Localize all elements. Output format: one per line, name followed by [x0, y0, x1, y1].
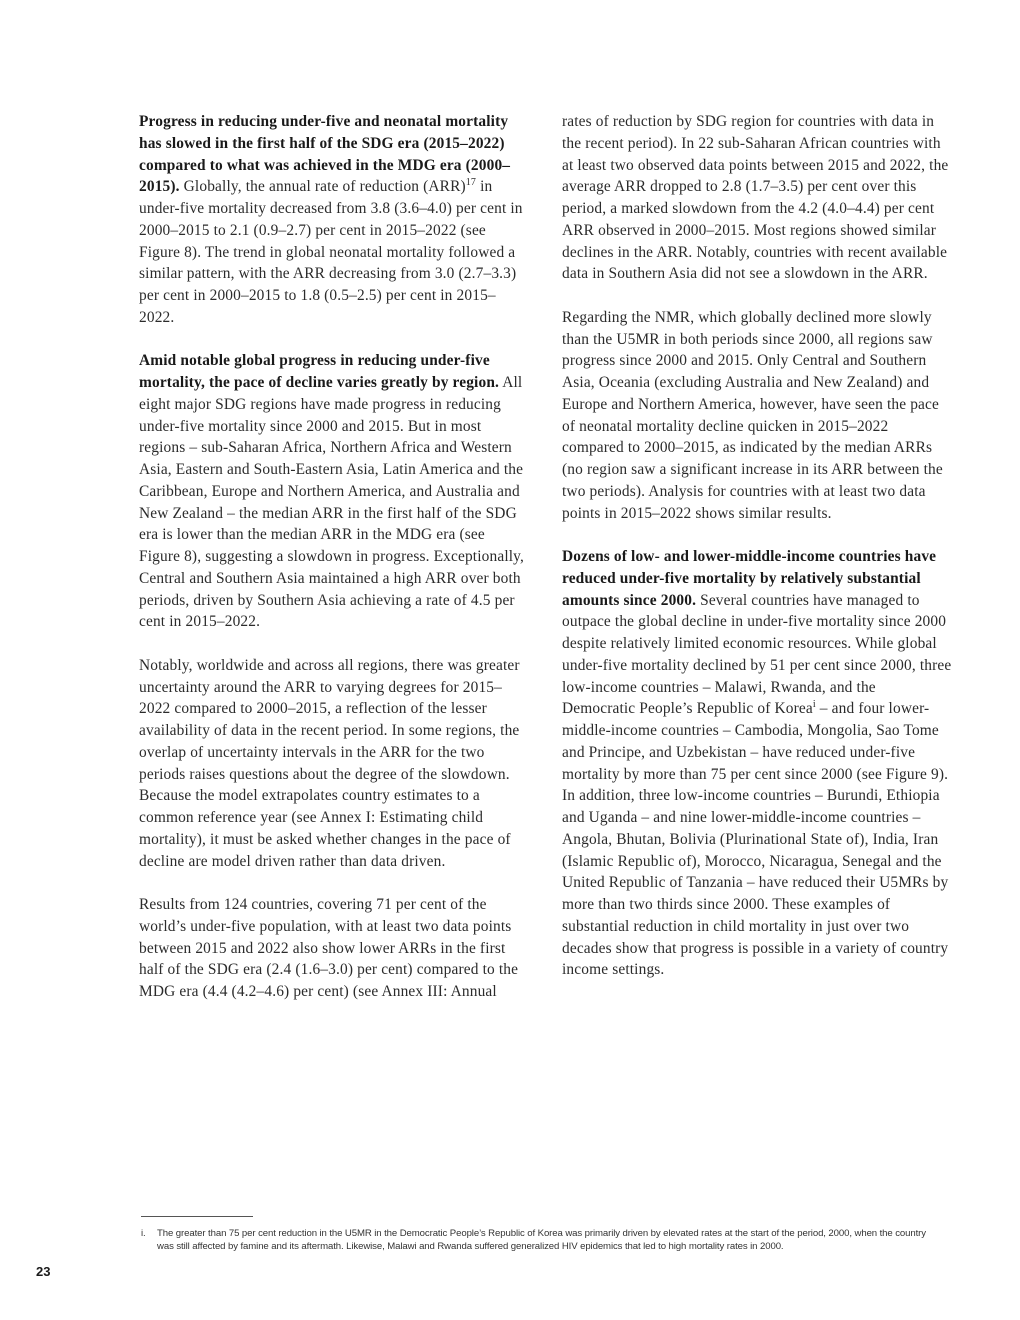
footnote-superscript: i	[812, 699, 816, 711]
lead-in-heading: Amid notable global progress in reducing under-five mortality, the pace of decline varies greatly by region.	[139, 352, 500, 391]
page-number: 23	[36, 1264, 51, 1279]
left-column	[139, 111, 529, 1025]
paragraph-text: Globally, the annual rate of reduction (ARR)	[179, 178, 466, 196]
paragraph-text: Several countries have managed to outpace the global decline in under-five mortality since 2000 despite relatively limited economic resources. While global under-five mortality declined by 51 per cent since 2000, three low-income countries – Malawi, Rwanda, and the Democratic People’s Republic of Korea	[562, 591, 952, 718]
footnote-text: The greater than 75 per cent reduction in the U5MR in the Democratic People’s Republic of Korea was primarily driven by elevated rates at the start of the period, 2000, when the country was still affected by famine and its aftermath. Likewise, Malawi and Rwanda suffered generalized HIV epidemics that led to high mortality rates in 2000.	[157, 1228, 926, 1252]
footnote	[141, 1228, 941, 1253]
paragraph-nmr	[562, 307, 952, 525]
paragraph-low-income-countries	[562, 546, 952, 981]
paragraph-country-results-continued	[562, 111, 952, 285]
paragraph-arr-slowdown	[139, 111, 529, 329]
paragraph-regional-decline	[139, 350, 529, 633]
paragraph-text: in under-five mortality decreased from 3.8 (3.6–4.0) per cent in 2000–2015 to 2.1 (0.9–2.7) per cent in 2015–2022 (see Figure 8). The trend in global neonatal mortality followed a similar pattern, with the ARR decreasing from 3.0 (2.7–3.3) per cent in 2000–2015 to 1.8 (0.5–2.5) per cent in 2015–2022.	[139, 178, 523, 326]
footnote-divider	[141, 1216, 253, 1217]
paragraph-text: – and four lower-middle-income countries – Cambodia, Mongolia, Sao Tome and Principe, and Uzbekistan – have reduced under-five mortality by more than 75 per cent since 2000 (see Figure 9). In addition, three low-income countries – Burundi, Ethiopia and Uganda – and nine lower-middle-income countries – Angola, Bhutan, Bolivia (Plurinational State of), India, Iran (Islamic Republic of), Morocco, Nicaragua, Senegal and the United Republic of Tanzania – have reduced their U5MRs by more than two thirds since 2000. These examples of substantial reduction in child mortality in just over two decades show that progress is possible in a variety of country income settings.	[562, 700, 949, 979]
reference-superscript: 17	[465, 177, 477, 189]
footnote-marker: i.	[141, 1228, 146, 1239]
paragraph-text: All eight major SDG regions have made progress in reducing under-five mortality since 2000 and 2015. But in most regions – sub-Saharan Africa, Northern Africa and Western Asia, Eastern and South-Eastern Asia, Latin America and the Caribbean, Europe and Northern America, and Australia and New Zealand – the median ARR in the first half of the SDG era is lower than the median ARR in the MDG era (see Figure 8), suggesting a slowdown in progress. Exceptionally, Central and Southern Asia maintained a high ARR over both periods, driven by Southern Asia achieving a rate of 4.5 per cent in 2015–2022.	[139, 374, 525, 631]
paragraph-uncertainty	[139, 655, 529, 873]
lead-in-heading: Progress in reducing under-five and neonatal mortality has slowed in the first half of the SDG era (2015–2022) compared to what was achieved in the MDG era (2000–2015).	[139, 113, 511, 196]
paragraph-text: rates of reduction by SDG region for countries with data in the recent period). In 22 sub-Saharan African countries with at least two observed data points between 2015 and 2022, the average ARR dropped to 2.8 (1.7–3.5) per cent over this period, a marked slowdown from the 4.2 (4.0–4.4) per cent ARR observed in 2000–2015. Most regions showed similar declines in the ARR. Notably, countries with recent available data in Southern Asia did not see a slowdown in the ARR.	[562, 113, 949, 283]
lead-in-heading: Dozens of low- and lower-middle-income countries have reduced under-five mortality by relatively substantial amounts since 2000.	[562, 548, 937, 609]
right-column	[562, 111, 952, 1003]
paragraph-country-results	[139, 894, 529, 1003]
paragraph-text: Results from 124 countries, covering 71 per cent of the world’s under-five population, with at least two data points between 2015 and 2022 also show lower ARRs in the first half of the SDG era (2.4 (1.6–3.0) per cent) compared to the MDG era (4.4 (4.2–4.6) per cent) (see Annex III: Annual	[139, 896, 519, 1000]
paragraph-text: Regarding the NMR, which globally declined more slowly than the U5MR in both periods since 2000, all regions saw progress since 2000 and 2015. Only Central and Southern Asia, Oceania (excluding Australia and New Zealand) and Europe and Northern America, however, have seen the pace of neonatal mortality decline quicken in 2015–2022 compared to 2000–2015, as indicated by the median ARRs (no region saw a significant increase in its ARR between the two periods). Analysis for countries with at least two data points in 2015–2022 shows similar results.	[562, 308, 943, 522]
paragraph-text: Notably, worldwide and across all regions, there was greater uncertainty around the ARR to varying degrees for 2015–2022 compared to 2000–2015, a reflection of the lesser availability of data in the recent period. In some regions, the overlap of uncertainty intervals in the ARR for the two periods raises questions about the degree of the slowdown. Because the model extrapolates country estimates to a common reference year (see Annex I: Estimating child mortality), it must be asked whether changes in the pace of decline are model driven rather than data driven.	[139, 656, 520, 870]
